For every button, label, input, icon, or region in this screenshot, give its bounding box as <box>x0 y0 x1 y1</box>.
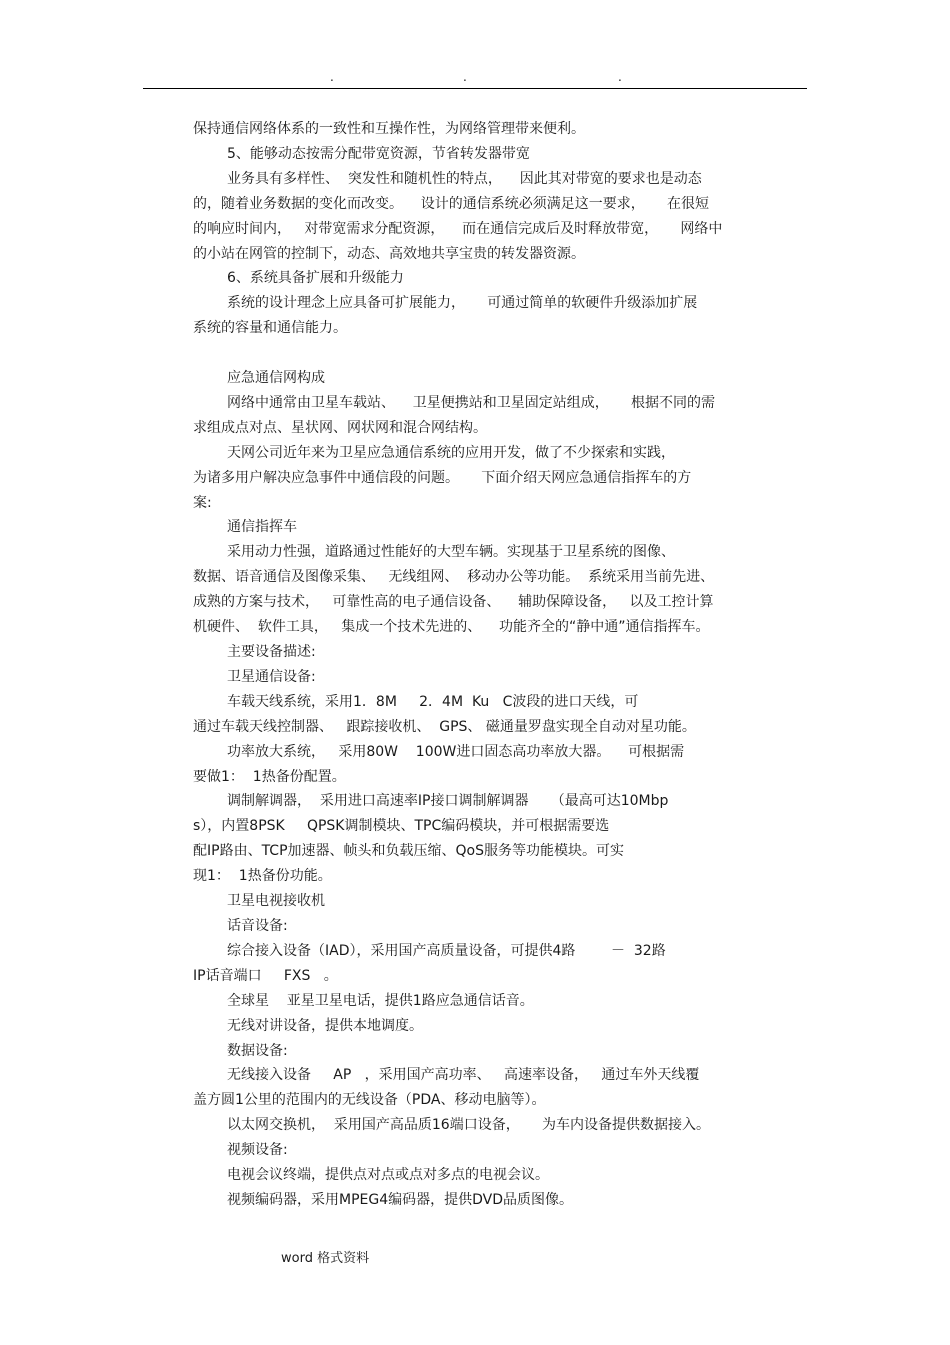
paragraph-line: 调制解调器， 采用进口高速率IP接口调制解调器 （最高可达10Mbp <box>227 793 669 810</box>
paragraph-line: 系统的设计理念上应具备可扩展能力， 可通过简单的软硬件升级添加扩展 <box>227 295 698 312</box>
paragraph-line: 成熟的方案与技术， 可靠性高的电子通信设备、 辅助保障设备， 以及工控计算 <box>193 594 714 611</box>
section-heading: 6、系统具备扩展和升级能力 <box>227 270 404 287</box>
paragraph-line: 通过车载天线控制器、 跟踪接收机、 GPS、 磁通量罗盘实现全自动对星功能。 <box>193 718 696 735</box>
paragraph-line: 的小站在网管的控制下，动态、高效地共享宝贵的转发器资源。 <box>193 245 585 262</box>
paragraph-line: s），内置8PSK QPSK调制模块、TPC编码模块，并可根据需要选 <box>193 818 610 835</box>
section-heading: 通信指挥车 <box>227 519 297 536</box>
paragraph-line: 综合接入设备（IAD），采用国产高质量设备，可提供4路 － 32路 <box>227 942 666 959</box>
document-body <box>193 117 758 1213</box>
header-dot: . <box>330 70 334 84</box>
paragraph-line: 业务具有多样性、 突发性和随机性的特点， 因此其对带宽的要求也是动态 <box>227 170 702 187</box>
header-rule <box>143 88 807 89</box>
paragraph-line: 保持通信网络体系的一致性和互操作性，为网络管理带来便利。 <box>193 121 585 137</box>
section-heading: 视频设备: <box>227 1142 288 1159</box>
paragraph-line: 采用动力性强，道路通过性能好的大型车辆。实现基于卫星系统的图像、 <box>227 544 675 561</box>
paragraph-line: 功率放大系统， 采用80W 100W进口固态高功率放大器。 可根据需 <box>227 743 685 760</box>
paragraph-line: 网络中通常由卫星车载站、 卫星便携站和卫星固定站组成， 根据不同的需 <box>227 394 716 411</box>
section-heading: 卫星通信设备: <box>227 668 316 685</box>
section-heading: 话音设备: <box>227 917 288 934</box>
header-dot: . <box>618 70 622 84</box>
section-heading: 应急通信网构成 <box>227 370 325 387</box>
paragraph-line: 盖方圆1公里的范围内的无线设备（PDA、移动电脑等）。 <box>193 1092 546 1109</box>
paragraph-line: 以太网交换机， 采用国产高品质16端口设备， 为车内设备提供数据接入。 <box>227 1117 710 1134</box>
header-dot: . <box>463 70 467 84</box>
paragraph-line: 全球星 亚星卫星电话，提供1路应急通信话音。 <box>227 992 534 1009</box>
header-dots <box>0 70 950 84</box>
paragraph-line: 电视会议终端，提供点对点或点对多点的电视会议。 <box>227 1167 549 1184</box>
blank-line <box>193 341 758 366</box>
paragraph-line: 无线接入设备 AP ，采用国产高功率、 高速率设备， 通过车外天线覆 <box>227 1067 700 1084</box>
page-footer: word 格式资料 <box>281 1251 370 1266</box>
paragraph-line: 无线对讲设备，提供本地调度。 <box>227 1017 423 1034</box>
paragraph-line: 车载天线系统，采用1．8M 2．4M Ku C波段的进口天线，可 <box>227 693 639 710</box>
paragraph-line: 案: <box>193 494 212 511</box>
paragraph-line: 机硬件、 软件工具， 集成一个技术先进的、 功能齐全的“静中通”通信指挥车。 <box>193 619 710 636</box>
paragraph-line: 为诸多用户解决应急事件中通信段的问题。 下面介绍天网应急通信指挥车的方 <box>193 469 692 486</box>
section-heading: 卫星电视接收机 <box>227 893 325 910</box>
paragraph-line: 现1： 1热备份功能。 <box>193 868 332 885</box>
paragraph-line: 视频编码器，采用MPEG4编码器，提供DVD品质图像。 <box>227 1191 574 1208</box>
paragraph-line: 求组成点对点、星状网、网状网和混合网结构。 <box>193 419 487 436</box>
paragraph-line: 配IP路由、TCP加速器、帧头和负载压缩、QoS服务等功能模块。可实 <box>193 843 624 860</box>
paragraph-line: 要做1： 1热备份配置。 <box>193 768 346 785</box>
paragraph-line: IP话音端口 FXS 。 <box>193 967 338 984</box>
paragraph-line: 系统的容量和通信能力。 <box>193 320 347 337</box>
paragraph-line: 的，随着业务数据的变化而改变。 设计的通信系统必须满足这一要求， 在很短 <box>193 195 710 212</box>
section-heading: 5、能够动态按需分配带宽资源，节省转发器带宽 <box>227 145 530 162</box>
section-heading: 主要设备描述: <box>227 644 316 661</box>
paragraph-line: 天网公司近年来为卫星应急通信系统的应用开发，做了不少探索和实践， <box>227 444 675 461</box>
paragraph-line: 的响应时间内， 对带宽需求分配资源， 而在通信完成后及时释放带宽， 网络中 <box>193 220 723 237</box>
section-heading: 数据设备: <box>227 1042 288 1059</box>
paragraph-line: 数据、语音通信及图像采集、 无线组网、 移动办公等功能。 系统采用当前先进、 <box>193 569 715 586</box>
